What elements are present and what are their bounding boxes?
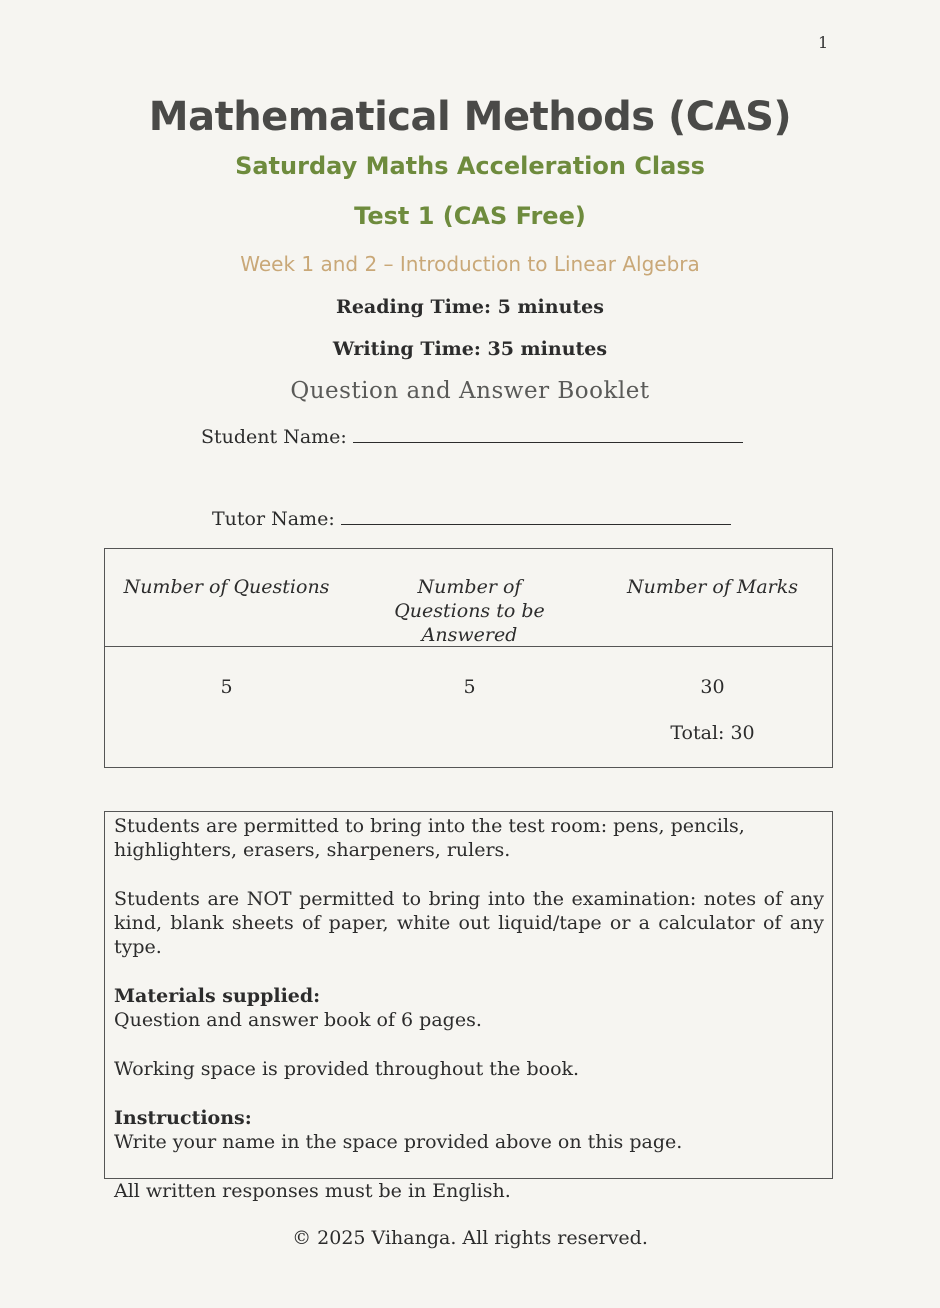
student-name-blank[interactable] [353,424,743,443]
copyright-footer: © 2025 Vihanga. All rights reserved. [292,1227,648,1249]
writing-time: Writing Time: 35 minutes [332,338,608,360]
instructions-heading: Instructions: [114,1107,252,1129]
header-number-of-marks: Number of Marks [626,576,799,598]
tutor-name-field[interactable] [212,506,731,530]
instructions-box [104,811,833,1202]
materials-section [114,984,824,1032]
materials-heading: Materials supplied: [114,985,321,1007]
header-questions-to-answer: Number of Questions to be Answered [394,576,545,646]
summary-table [104,548,833,768]
permitted-items: Students are permitted to bring into the test room: pens, pencils, highlighters, erasers, sharpeners, rulers. [114,815,745,861]
total-marks: Total: 30 [670,722,755,744]
summary-table-header [105,549,832,647]
value-number-of-marks: 30 [700,676,725,698]
instructions-text: Write your name in the space provided above on this page. [114,1131,683,1153]
materials-text: Question and answer book of 6 pages. [114,1009,482,1031]
student-name-label: Student Name: [201,426,347,448]
working-space-note: Working space is provided throughout the book. [114,1058,580,1080]
booklet-label: Question and Answer Booklet [290,378,650,404]
week-topic: Week 1 and 2 – Introduction to Linear Algebra [240,252,700,276]
test-name: Test 1 (CAS Free) [354,202,586,230]
english-note: All written responses must be in English. [114,1180,511,1202]
header-number-of-questions: Number of Questions [123,576,330,598]
value-number-of-questions: 5 [220,676,233,698]
class-subtitle: Saturday Maths Acceleration Class [235,152,705,180]
student-name-field[interactable] [201,424,743,448]
value-questions-to-answer: 5 [463,676,476,698]
reading-time: Reading Time: 5 minutes [336,296,604,318]
instructions-section [114,1106,824,1154]
document-title: Mathematical Methods (CAS) [148,94,792,140]
tutor-name-label: Tutor Name: [212,508,335,530]
tutor-name-blank[interactable] [341,506,731,525]
page-number: 1 [818,33,829,52]
not-permitted-items: Students are NOT permitted to bring into the examination: notes of any kind, blank sheets of paper, white out liquid/tape or a calculator of any type. [114,888,824,958]
